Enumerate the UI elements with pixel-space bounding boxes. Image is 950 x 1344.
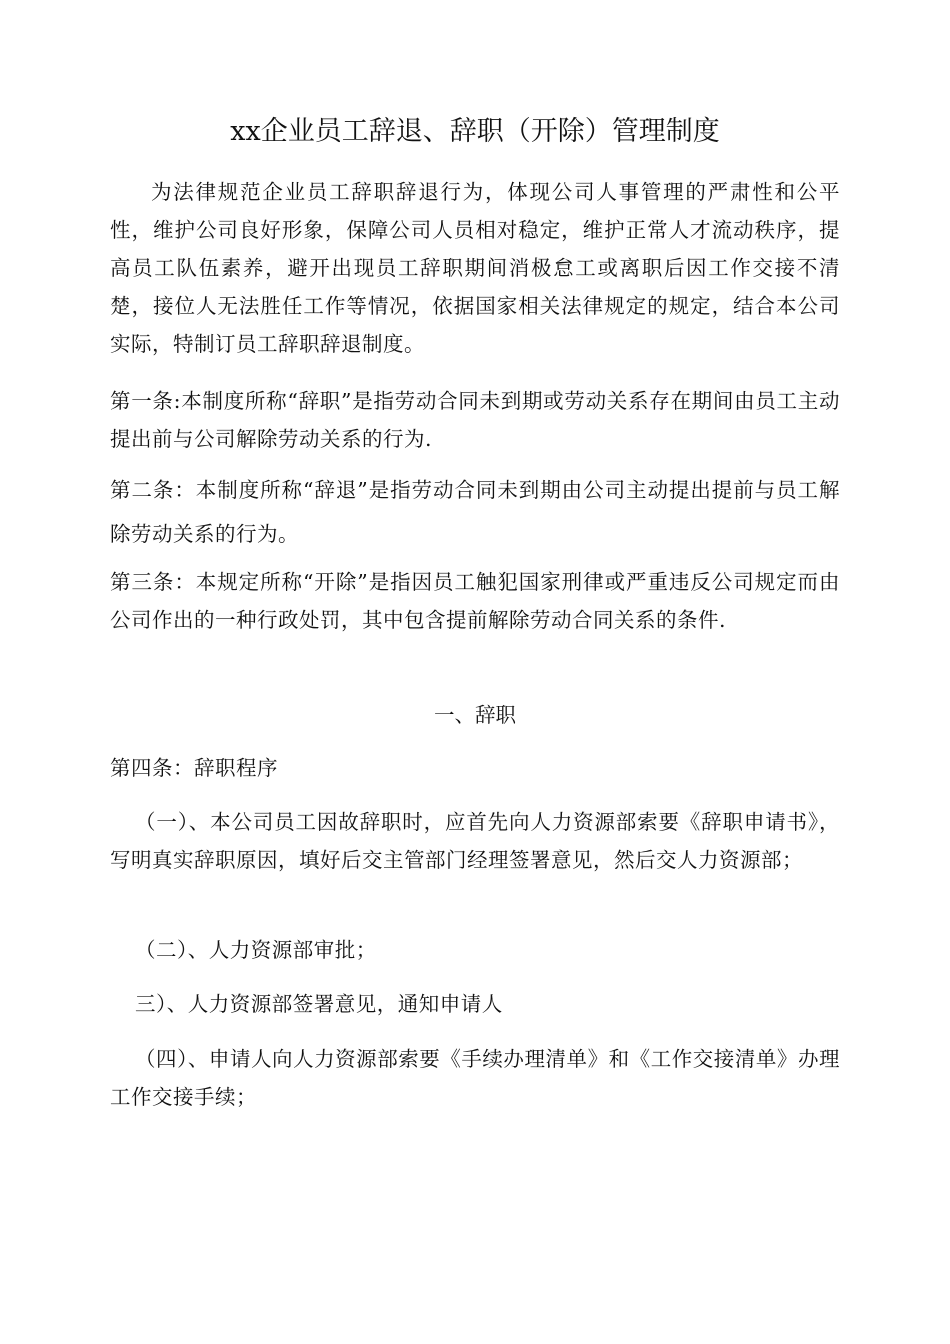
document-title: xx企业员工辞退、辞职（开除）管理制度 (230, 116, 720, 147)
section-heading-resignation: 一、辞职 (434, 703, 516, 727)
procedure-step-2: （二）、人力资源部审批； (135, 938, 377, 962)
procedure-step-3: 三）、人力资源部签署意见，通知申请人 (135, 992, 503, 1016)
procedure-step-4: （四）、申请人向人力资源部索要《手续办理清单》和《工作交接清单》办理工作交接手续； (110, 1047, 840, 1109)
article-3: 第三条：本规定所称“开除”是指因员工触犯国家刑律或严重违反公司规定而由公司作出的一种行政处罚，其中包含提前解除劳动合同关系的条件. (110, 570, 840, 632)
procedure-step-1: （一）、本公司员工因故辞职时，应首先向人力资源部索要《辞职申请书》，写明真实辞职原因，填好后交主管部门经理签署意见，然后交人力资源部； (110, 810, 840, 872)
article-4: 第四条：辞职程序 (110, 756, 278, 780)
intro-paragraph: 为法律规范企业员工辞职辞退行为，体现公司人事管理的严肃性和公平性，维护公司良好形象，保障公司人员相对稳定，维护正常人才流动秩序，提高员工队伍素养，避开出现员工辞职期间消极怠工或离职后因工作交接不清楚，接位人无法胜任工作等情况，依据国家相关法律规定的规定，结合本公司实际，特制订员工辞职辞退制度。 (110, 180, 840, 356)
article-2: 第二条：本制度所称“辞退”是指劳动合同未到期由公司主动提出提前与员工解除劳动关系的行为。 (110, 478, 840, 546)
article-1: 第一条:本制度所称“辞职”是指劳动合同未到期或劳动关系存在期间由员工主动提出前与公司解除劳动关系的行为. (110, 389, 840, 451)
